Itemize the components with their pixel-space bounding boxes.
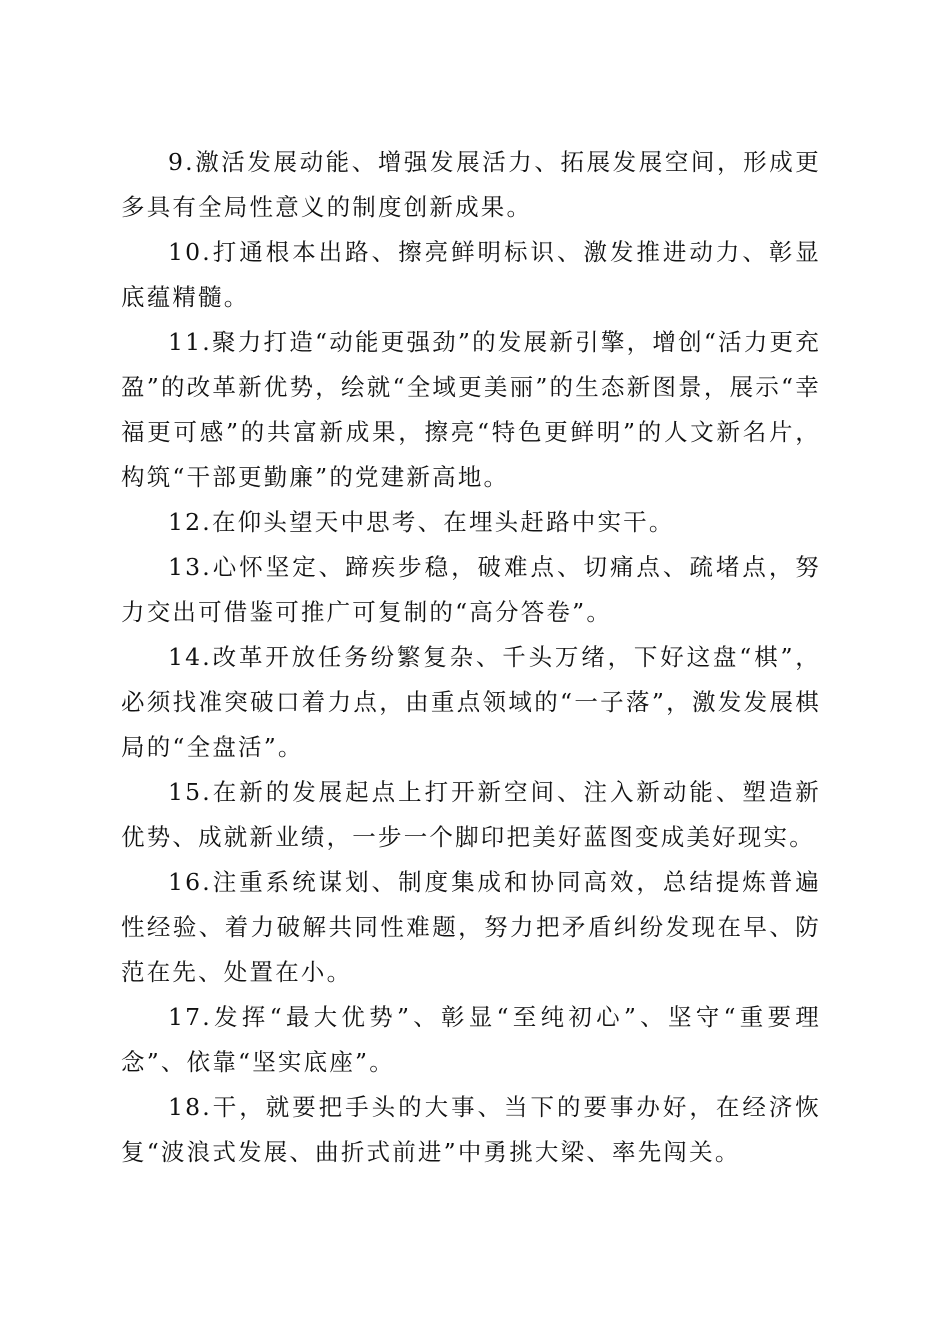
paragraph-12: 12.在仰头望天中思考、在埋头赶路中实干。 bbox=[168, 508, 675, 536]
paragraph-11: 11.聚力打造“动能更强劲”的发展新引擎，增创“活力更充盈”的改革新优势，绘就“全域更美丽”的生态新图景，展示“幸福更可感”的共富新成果，擦亮“特色更鲜明”的人文新名片，构筑“干部更勤廉”的党建新高地。 bbox=[121, 328, 821, 491]
paragraph-9: 9.激活发展动能、增强发展活力、拓展发展空间，形成更多具有全局性意义的制度创新成果。 bbox=[121, 148, 821, 221]
paragraph-15: 15.在新的发展起点上打开新空间、注入新动能、塑造新优势、成就新业绩，一步一个脚印把美好蓝图变成美好现实。 bbox=[121, 778, 821, 851]
paragraph-18: 18.干，就要把手头的大事、当下的要事办好，在经济恢复“波浪式发展、曲折式前进”中勇挑大梁、率先闯关。 bbox=[121, 1093, 821, 1166]
paragraph-10: 10.打通根本出路、擦亮鲜明标识、激发推进动力、彰显底蕴精髓。 bbox=[121, 238, 821, 311]
document-body bbox=[121, 140, 821, 1175]
paragraph-16: 16.注重系统谋划、制度集成和协同高效，总结提炼普遍性经验、着力破解共同性难题，努力把矛盾纠纷发现在早、防范在先、处置在小。 bbox=[121, 868, 821, 986]
paragraph-14: 14.改革开放任务纷繁复杂、千头万绪，下好这盘“棋”，必须找准突破口着力点，由重点领域的“一子落”，激发发展棋局的“全盘活”。 bbox=[121, 643, 821, 761]
paragraph-13: 13.心怀坚定、蹄疾步稳，破难点、切痛点、疏堵点，努力交出可借鉴可推广可复制的“高分答卷”。 bbox=[121, 553, 821, 626]
paragraph-17: 17.发挥“最大优势”、彰显“至纯初心”、坚守“重要理念”、依靠“坚实底座”。 bbox=[121, 1003, 821, 1076]
